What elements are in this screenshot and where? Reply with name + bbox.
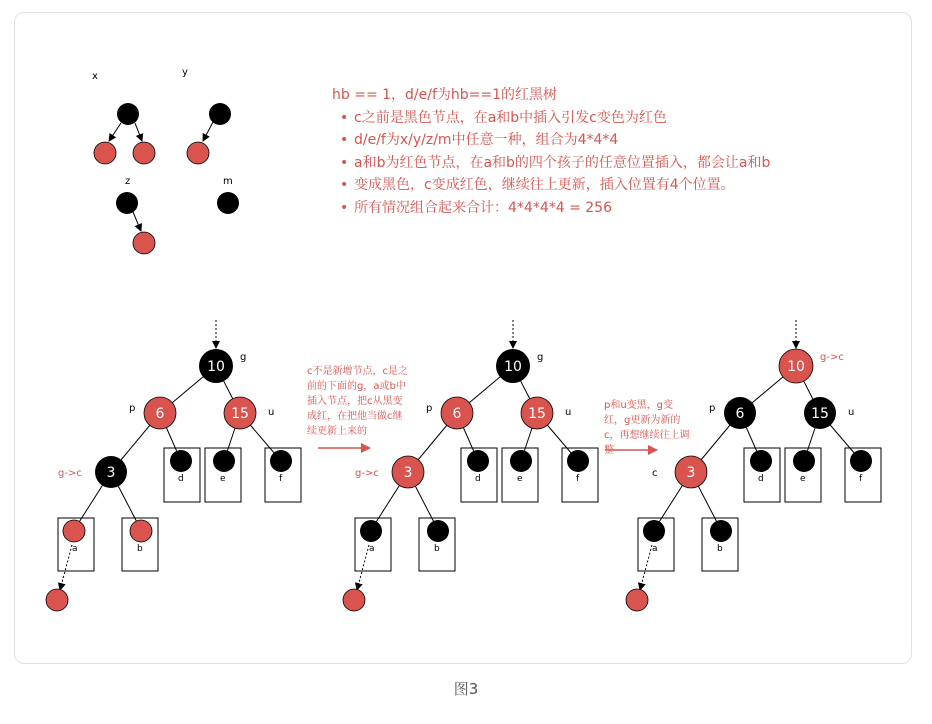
- p-node-label: 6: [452, 406, 462, 422]
- role-u: u: [268, 407, 275, 418]
- tree-node: [133, 142, 155, 164]
- insert-arrow: [60, 545, 72, 590]
- description-item: • c之前是黑色节点，在a和b中插入引发c变色为红色: [354, 107, 770, 130]
- trees-layer: [46, 320, 881, 611]
- p-node-label: 6: [735, 406, 745, 422]
- tree-node: [170, 450, 192, 472]
- node-b: [427, 520, 449, 542]
- role-p: p: [426, 403, 433, 414]
- label-b: b: [434, 544, 440, 554]
- node-a: [63, 520, 85, 542]
- description-block: [332, 84, 770, 219]
- label-e: e: [800, 474, 806, 484]
- label-e: e: [517, 474, 523, 484]
- tree-node: [209, 103, 231, 125]
- role-c: g->c: [355, 468, 379, 479]
- role-c: g->c: [58, 468, 82, 479]
- tree-3: [626, 320, 881, 611]
- description-item: • a和b为红色节点，在a和b的四个孩子的任意位置插入，都会让a和b: [354, 152, 770, 175]
- tree-node: [94, 142, 116, 164]
- small-trees: [92, 67, 239, 254]
- label-z: z: [125, 176, 131, 187]
- node-b: [710, 520, 732, 542]
- label-b: b: [717, 544, 723, 554]
- node-a: [360, 520, 382, 542]
- tree-node: [117, 103, 139, 125]
- label-y: y: [182, 67, 188, 78]
- tree-node: [187, 142, 209, 164]
- figure-caption: 图3: [453, 680, 479, 698]
- role-c: c: [652, 468, 658, 479]
- description-list: [332, 107, 770, 220]
- tree-node: [567, 450, 589, 472]
- description-item: • d/e/f为x/y/z/m中任意一种，组合为4*4*4: [354, 129, 770, 152]
- description-item: • 所有情况组合起来合计：4*4*4*4 = 256: [354, 197, 770, 220]
- label-d: d: [758, 474, 764, 484]
- u-node-label: 15: [231, 406, 249, 422]
- note-c-not-new-node: c不是新增节点，c是之前的下面的g，a或b中插入节点，把c从黑变成红，在把他当做c继续更新上来的: [307, 366, 408, 437]
- label-f: f: [859, 474, 863, 484]
- role-p: p: [129, 403, 136, 414]
- tree-node: [793, 450, 815, 472]
- c-node-label: 3: [686, 465, 696, 481]
- label-b: b: [137, 544, 143, 554]
- label-x: x: [92, 71, 98, 82]
- root-node-label: 10: [787, 359, 805, 375]
- description-title: hb == 1，d/e/f为hb==1的红黑树: [332, 87, 558, 103]
- label-d: d: [178, 474, 184, 484]
- note-recolor-step: p和u变黑，g变红，g更新为新的c，再想继续往上调整: [604, 400, 690, 456]
- tree-node: [750, 450, 772, 472]
- tree-node: [217, 192, 239, 214]
- tree-node: [467, 450, 489, 472]
- node-b: [130, 520, 152, 542]
- inserted-node: [46, 589, 68, 611]
- tree-node: [510, 450, 532, 472]
- role-p: p: [709, 403, 716, 414]
- label-a: a: [652, 544, 658, 554]
- role-g: g: [537, 352, 544, 363]
- u-node-label: 15: [811, 406, 829, 422]
- label-a: a: [72, 544, 78, 554]
- label-f: f: [279, 474, 283, 484]
- role-g: g: [240, 352, 247, 363]
- inserted-node: [626, 589, 648, 611]
- tree-node: [133, 232, 155, 254]
- label-d: d: [475, 474, 481, 484]
- tree-1: [46, 320, 301, 611]
- root-node-label: 10: [207, 359, 225, 375]
- root-node-label: 10: [504, 359, 522, 375]
- label-a: a: [369, 544, 375, 554]
- role-g: g->c: [820, 352, 844, 363]
- description-item: • 变成黑色，c变成红色，继续往上更新，插入位置有4个位置。: [354, 174, 770, 197]
- node-a: [643, 520, 665, 542]
- tree-node: [213, 450, 235, 472]
- label-f: f: [576, 474, 580, 484]
- insert-arrow: [357, 545, 369, 590]
- tree-node: [850, 450, 872, 472]
- label-e: e: [220, 474, 226, 484]
- p-node-label: 6: [155, 406, 165, 422]
- label-m: m: [223, 176, 233, 187]
- c-node-label: 3: [403, 465, 413, 481]
- inserted-node: [343, 589, 365, 611]
- insert-arrow: [640, 545, 652, 590]
- role-u: u: [848, 407, 855, 418]
- tree-node: [270, 450, 292, 472]
- tree-node: [116, 192, 138, 214]
- role-u: u: [565, 407, 572, 418]
- c-node-label: 3: [106, 465, 116, 481]
- u-node-label: 15: [528, 406, 546, 422]
